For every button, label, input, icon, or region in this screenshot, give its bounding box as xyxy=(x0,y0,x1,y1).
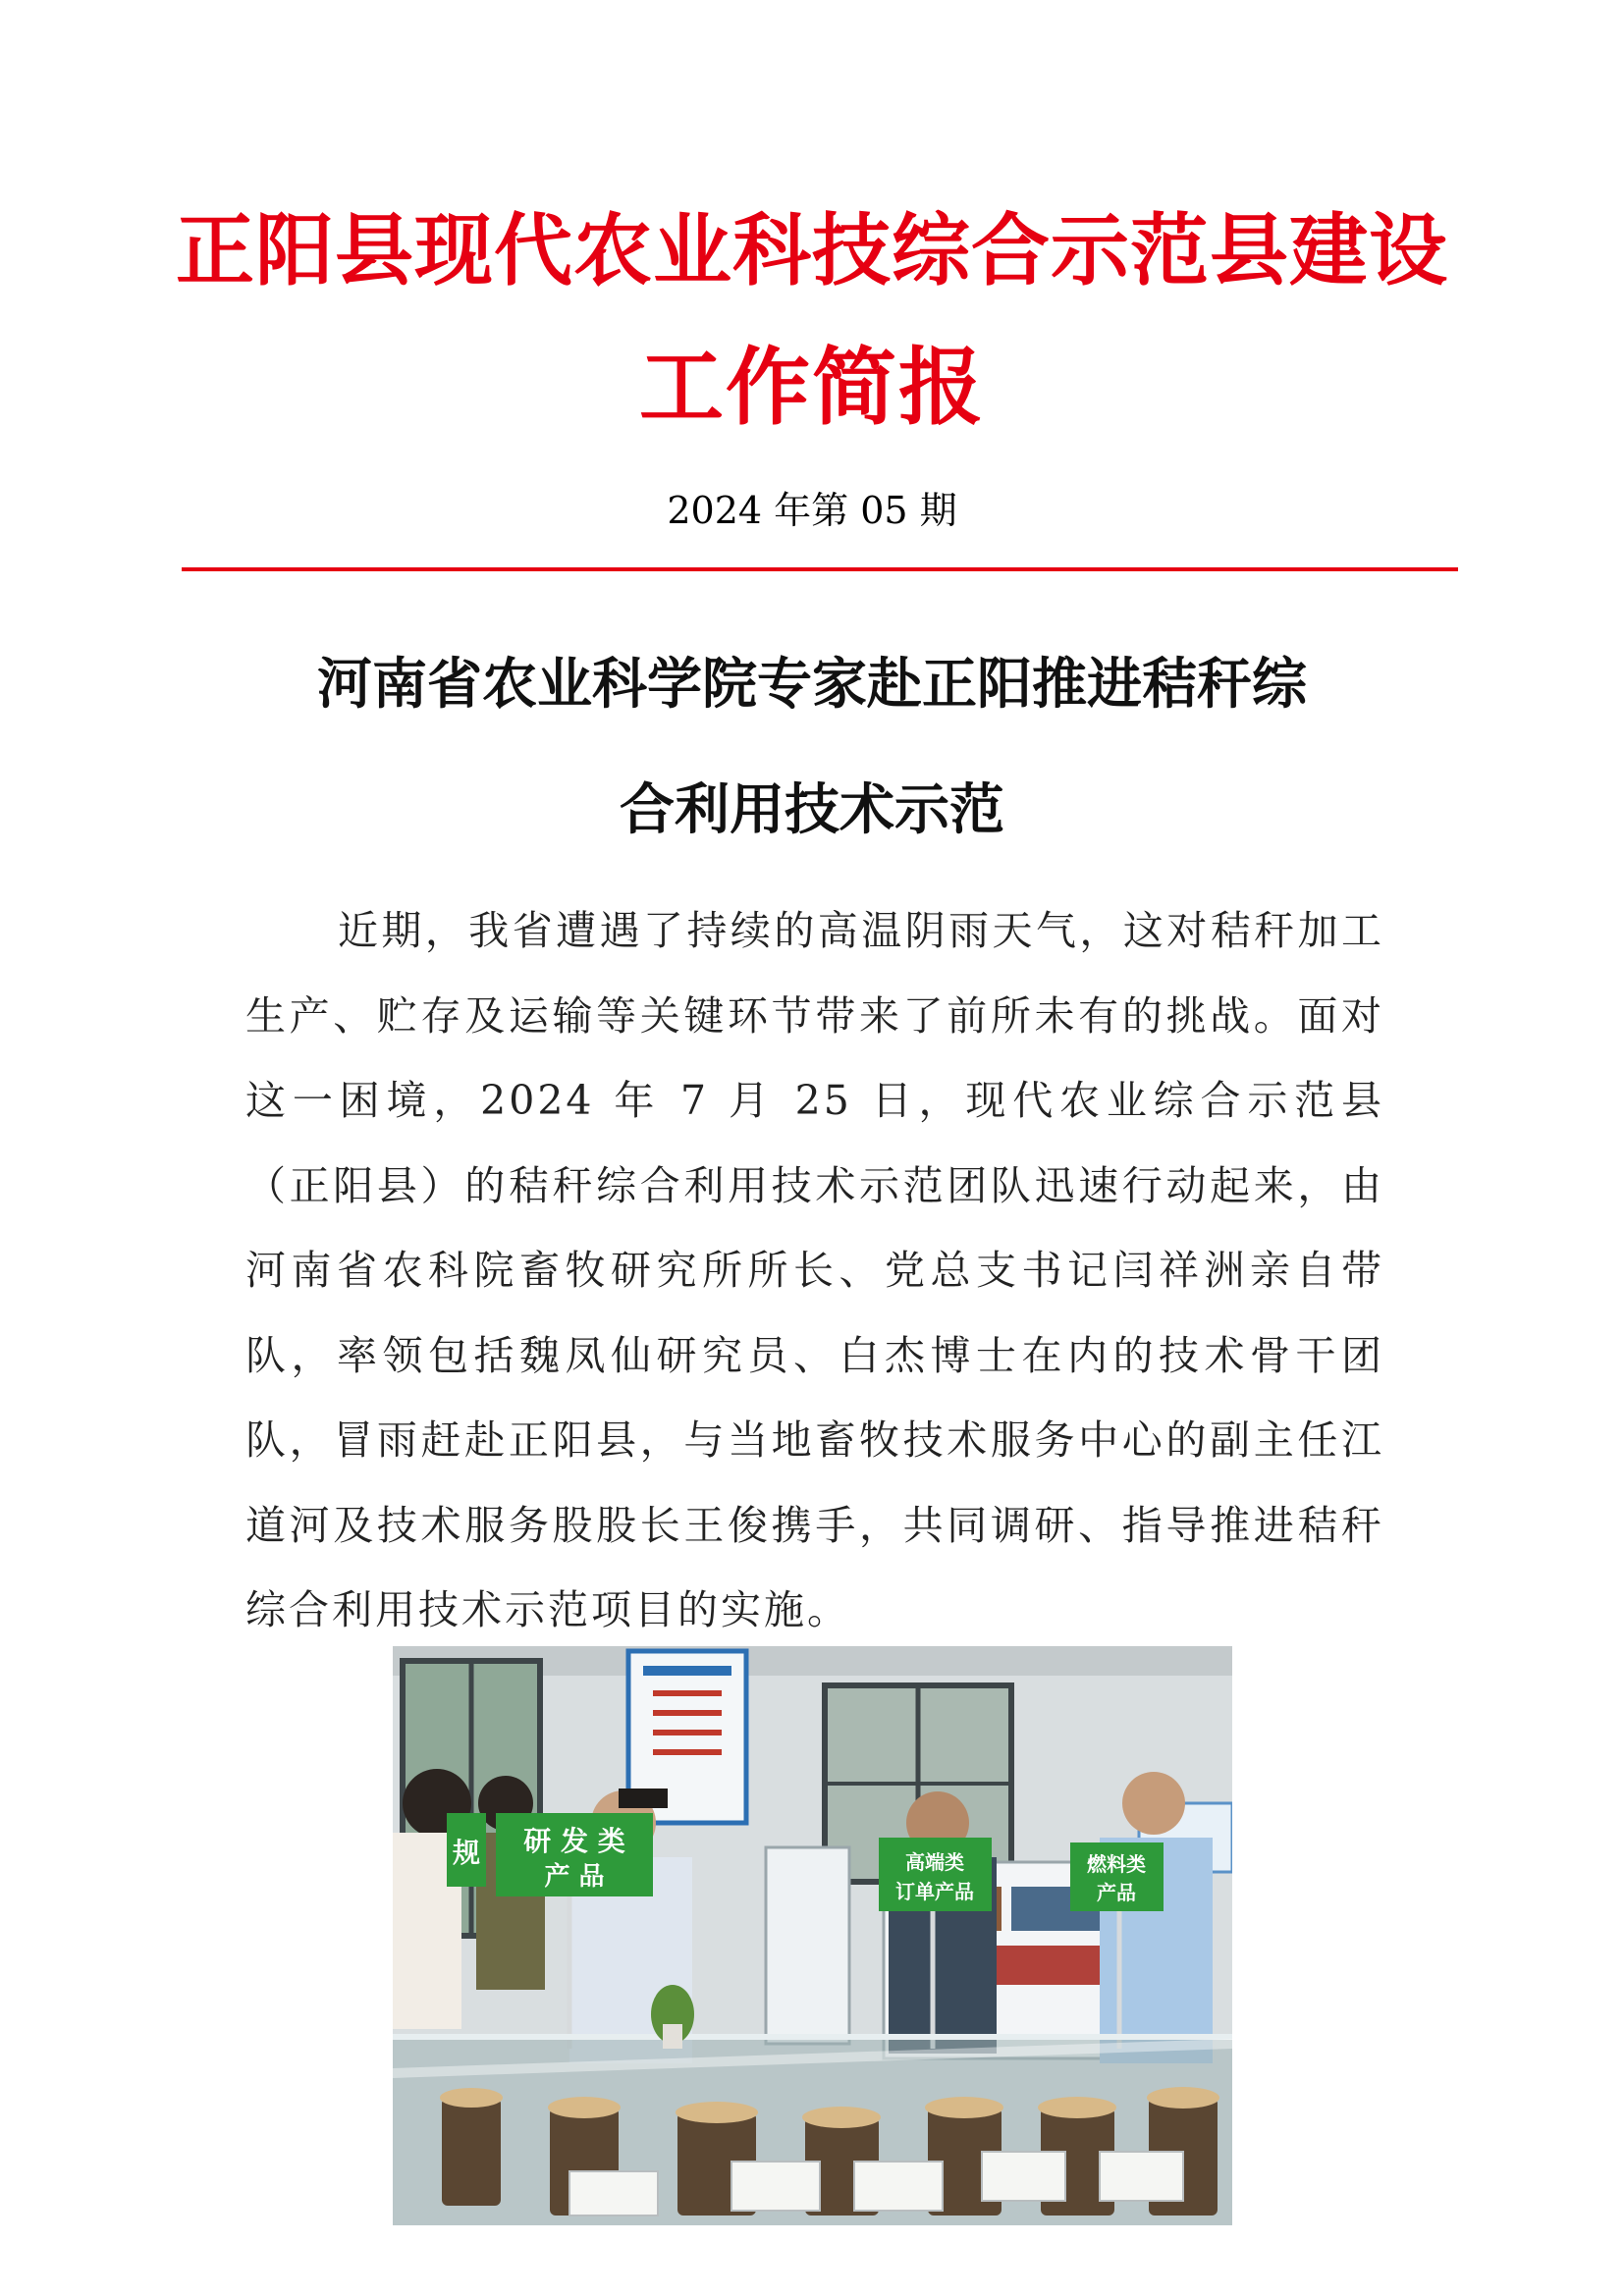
article-paragraph: 近期，我省遭遇了持续的高温阴雨天气，这对秸秆加工生产、贮存及运输等关键环节带来了前所未有的挑战。面对这一困境，2024 年 7 月 25 日，现代农业综合示范县（正阳县）的秸秆综合利用技术示范团队迅速行动起来，由河南省农科院畜牧研究所所长、党总支书记闫祥洲亲自带队，率领包括魏凤仙研究员、白杰博士在内的技术骨干团队，冒雨赶赴正阳县，与当地畜牧技术服务中心的副主任江道河及技术服务股股长王俊携手，共同调研、指导推进秸秆综合利用技术示范项目的实施。 xyxy=(245,907,1384,1633)
issue-number: 2024 年第 05 期 xyxy=(667,489,957,532)
masthead-title-line2: 工作简报 xyxy=(639,338,985,437)
sign-rd-line2: 产 品 xyxy=(544,1862,605,1892)
sign-fuel-line2: 产品 xyxy=(1097,1881,1136,1904)
article-headline-line2: 合利用技术示范 xyxy=(620,777,1004,842)
sign-label-partial: 规 xyxy=(452,1837,481,1869)
sign-premium-line1: 高端类 xyxy=(905,1850,964,1874)
masthead-title-line1: 正阳县现代农业科技综合示范县建设 xyxy=(176,204,1448,296)
sign-fuel-line1: 燃料类 xyxy=(1087,1852,1146,1876)
article-photo xyxy=(393,1646,1232,2225)
article-headline-line1: 河南省农业科学院专家赴正阳推进秸秆综 xyxy=(317,652,1307,717)
sign-premium-line2: 订单产品 xyxy=(895,1880,974,1903)
sign-rd-line1: 研 发 类 xyxy=(523,1825,625,1857)
masthead-divider xyxy=(182,567,1458,571)
article-photo-illustration xyxy=(393,1646,1232,2225)
